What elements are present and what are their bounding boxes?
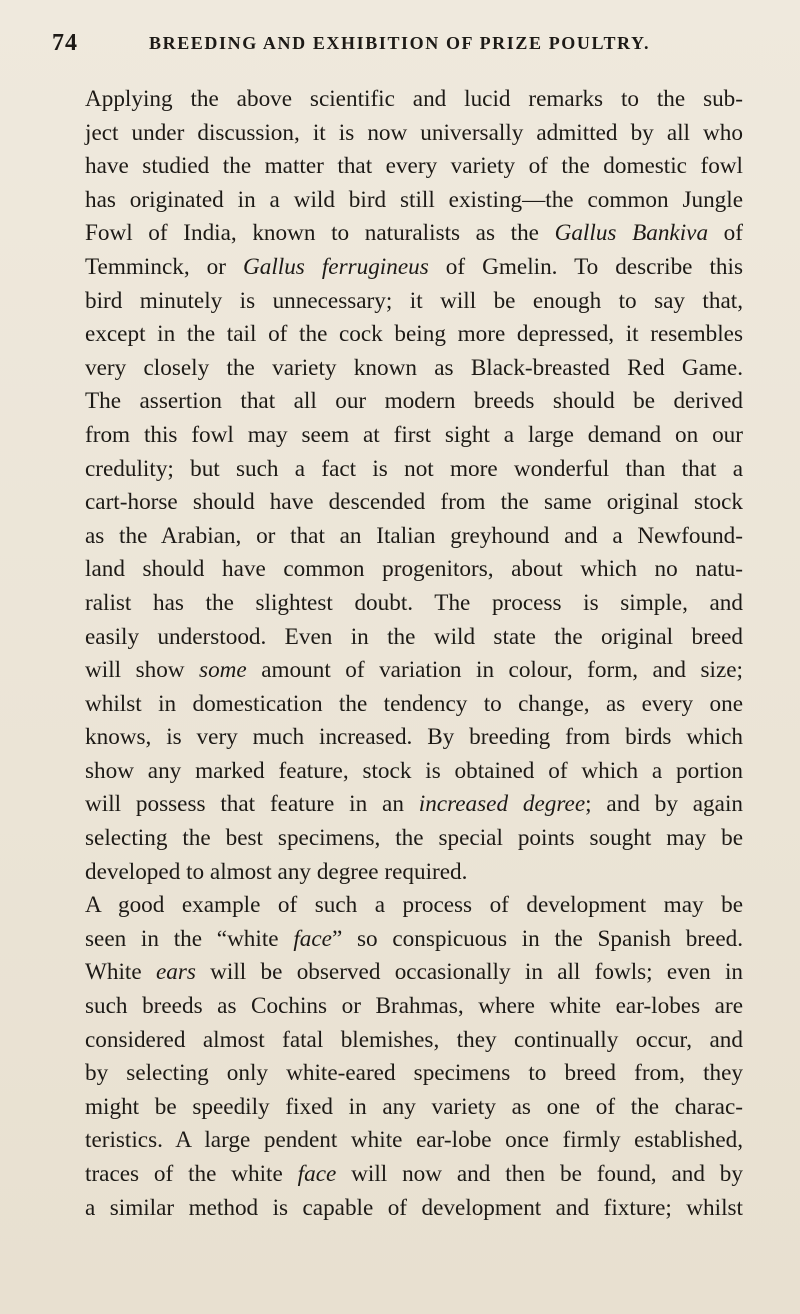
text-line: have studied the matter that every variety of the domestic fowl xyxy=(85,153,743,180)
text-line: selecting the best specimens, the special points sought may be xyxy=(85,825,743,852)
text-line: land should have common progenitors, about which no natu- xyxy=(85,556,743,583)
text-line: White ears will be observed occasionally in all fowls; even in xyxy=(85,959,744,986)
text-line: has originated in a wild bird still existing—the common Jungle xyxy=(85,186,743,213)
text-line: cart-horse should have descended from the same original stock xyxy=(85,489,743,516)
text-line: a similar method is capable of development and fixture; whilst xyxy=(85,1194,743,1221)
text-line: from this fowl may seem at first sight a large demand on our xyxy=(85,421,743,448)
text-line: might be speedily fixed in any variety as one of the charac- xyxy=(85,1093,743,1120)
text-line: easily understood. Even in the wild state the original breed xyxy=(85,623,743,650)
text-line: by selecting only white-eared specimens to breed from, they xyxy=(85,1060,743,1087)
paragraph-2 xyxy=(55,889,743,1225)
paragraph-1 xyxy=(55,83,743,889)
text-line: Applying the above scientific and lucid remarks to the sub- xyxy=(85,86,743,112)
text-line: whilst in domestication the tendency to change, as every one xyxy=(85,690,743,717)
running-head: BREEDING AND EXHIBITION OF PRIZE POULTRY. xyxy=(149,33,651,53)
text-line: as the Arabian, or that an Italian greyhound and a Newfound- xyxy=(85,522,743,549)
text-line: credulity; but such a fact is not more wonderful than that a xyxy=(85,455,743,482)
text-line: ject under discussion, it is now universally admitted by all who xyxy=(85,119,743,146)
text-line: show any marked feature, stock is obtained of which a portion xyxy=(85,757,743,784)
body-text xyxy=(55,83,743,1225)
text-line: such breeds as Cochins or Brahmas, where white ear-lobes are xyxy=(85,993,743,1020)
text-line: Temminck, or Gallus ferrugineus of Gmelin. To describe this xyxy=(85,253,743,280)
text-line: The assertion that all our modern breeds should be derived xyxy=(85,388,743,415)
text-line: developed to almost any degree required. xyxy=(85,858,468,885)
text-line: considered almost fatal blemishes, they continually occur, and xyxy=(85,1026,743,1053)
text-line: ralist has the slightest doubt. The process is simple, and xyxy=(85,589,743,616)
text-line: teristics. A large pendent white ear-lobe once firmly established, xyxy=(85,1127,743,1154)
text-line: knows, is very much increased. By breeding from birds which xyxy=(85,724,743,751)
text-line: very closely the variety known as Black-breasted Red Game. xyxy=(85,354,743,381)
text-line: Fowl of India, known to naturalists as the Gallus Bankiva of xyxy=(85,220,743,247)
page-number: 74 xyxy=(52,30,78,56)
text-line: A good example of such a process of development may be xyxy=(85,892,743,919)
text-line: bird minutely is unnecessary; it will be enough to say that, xyxy=(85,287,743,314)
text-line: will possess that feature in an increased degree; and by again xyxy=(85,791,743,818)
text-line: will show some amount of variation in colour, form, and size; xyxy=(85,657,744,684)
text-line: traces of the white face will now and then be found, and by xyxy=(85,1161,743,1187)
text-line: seen in the “white face” so conspicuous in the Spanish breed. xyxy=(85,925,744,952)
text-line: except in the tail of the cock being more depressed, it resembles xyxy=(85,321,743,348)
page-header xyxy=(52,30,742,60)
